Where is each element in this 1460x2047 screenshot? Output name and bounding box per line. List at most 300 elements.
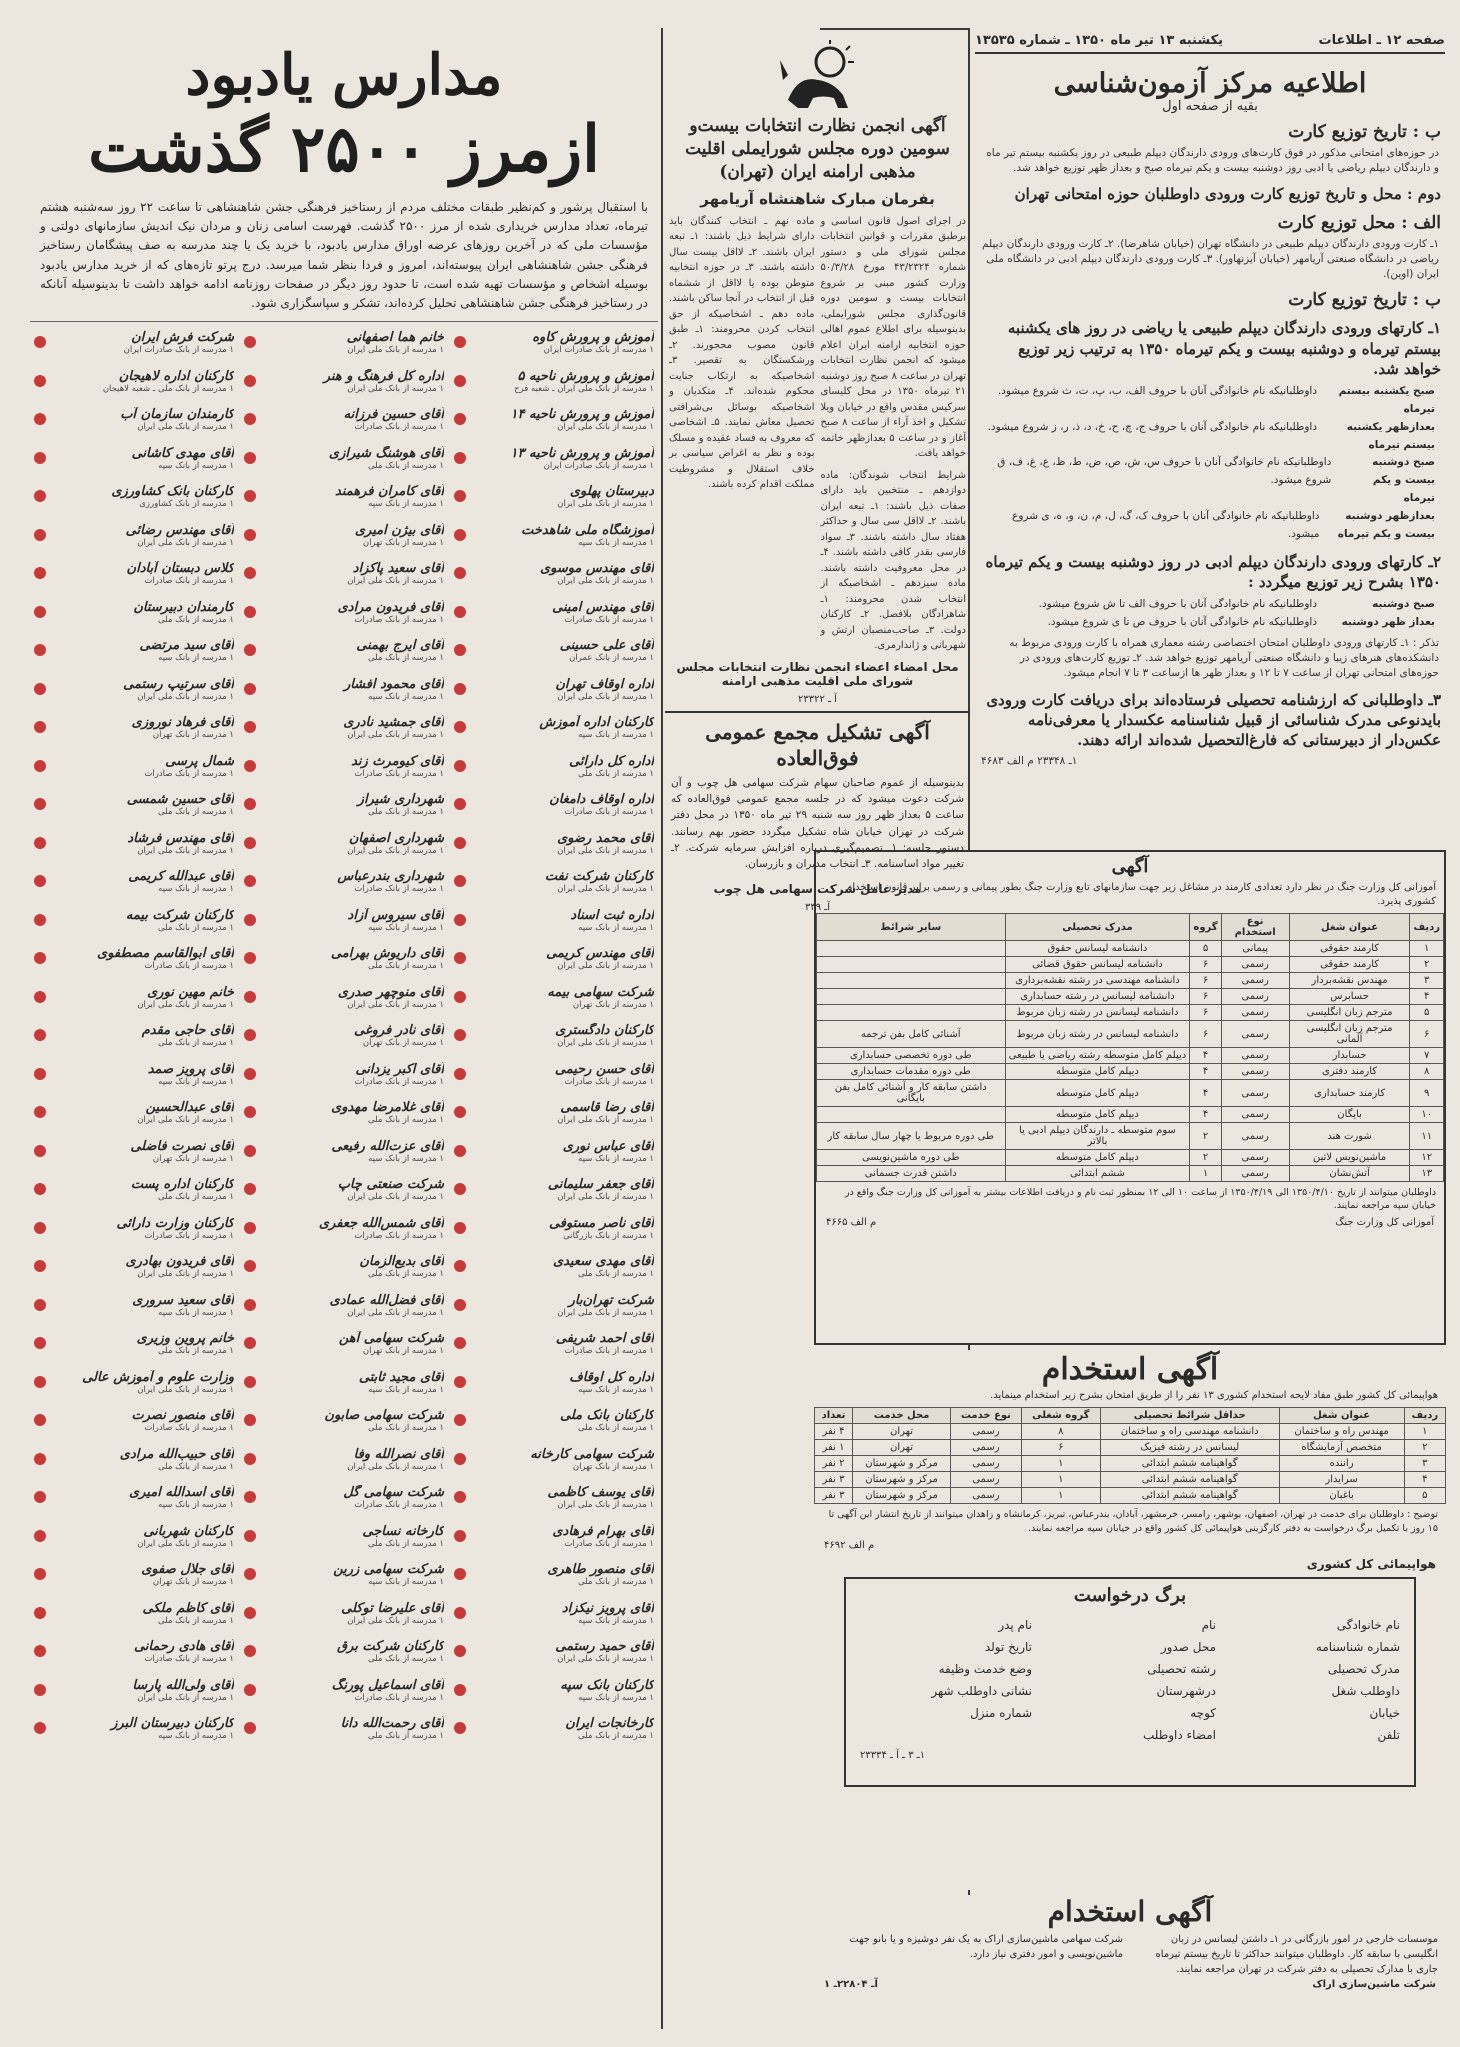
donor-name: آقای مهدی سعیدی bbox=[552, 1254, 654, 1270]
donor-name: کارکنان بانک ملی bbox=[559, 1408, 654, 1424]
decree-heading: بفرمان مبارک شاهنشاه آریامهر bbox=[700, 189, 935, 208]
donor-note: ۱ مدرسه از بانک ملی bbox=[577, 1269, 654, 1280]
table-row: ۲ متخصص آزمایشگاه لیسانس در رشته فیزیک ۶ رسمی تهران ۱ نفر bbox=[815, 1440, 1446, 1456]
bullet-dot-icon bbox=[34, 1183, 46, 1195]
list-item bbox=[454, 715, 654, 754]
bullet-dot-icon bbox=[244, 1260, 256, 1272]
schedule-list bbox=[985, 596, 1435, 632]
reference-number: ۱ـ ۲۳۳۴۸ م الف ۴۶۸۳ bbox=[981, 755, 1078, 768]
list-item bbox=[34, 677, 234, 716]
donor-name: آقای مهندس امینی bbox=[552, 599, 654, 615]
table-row: ۴ سرایدار گواهینامه ششم ابتدائی ۱ رسمی مرکز و شهرستان ۳ نفر bbox=[815, 1472, 1446, 1488]
bullet-dot-icon bbox=[244, 1607, 256, 1619]
list-item bbox=[454, 831, 654, 870]
list-item bbox=[244, 754, 444, 793]
donor-note: ۱ مدرسه از بانک ملی bbox=[367, 1538, 444, 1549]
donor-name: آقای بهرام فرهادی bbox=[552, 1523, 654, 1539]
list-item bbox=[34, 1485, 234, 1524]
text-column: ماده نهم ـ انتخاب کنندگان باید دارای شرایط ذیل باشند: ۱ـ تبعه ایران باشند. ۲ـ لااقل بیست سال داشته باشند. ۳ـ در حوزه انتخابیه متوطن بوده یا لااقل از ششماه قبل از انتخاب در آنجا ساکن باشند. ماده دهم ـ اشخاصیکه از حق انتخاب کردن محرومند: ۱ـ طبق قانون مصوب محجورند. ۲ـ ورشکستگان به تقصیر. ۳ـ اشخاصیکه به ارتکاب جنایت محکوم شده‌اند. ۴ـ متکدیان و اشخاصیکه بوسائل بی‌شرافتی تحصیل معاش نمایند. ۵ـ اشخاصی که معروف به فساد عقیده و مسلک بوده و نظر به اغراض سیاسی بر خلاف استقلال و مشروطیت مملکت اقدام کرده باشند. bbox=[669, 215, 815, 491]
donor-note: ۱ مدرسه از بانک ملی ایران bbox=[557, 576, 654, 587]
list-item bbox=[454, 1254, 654, 1293]
donor-note: ۱ مدرسه از بانک ملی ایران bbox=[137, 1384, 234, 1395]
list-item bbox=[244, 908, 444, 947]
donor-note: ۱ مدرسه از بانک صادرات ایران bbox=[543, 460, 654, 471]
donor-name: اداره ثبت اسناد bbox=[570, 907, 654, 923]
bullet-dot-icon bbox=[454, 1645, 466, 1657]
bullet-dot-icon bbox=[454, 991, 466, 1003]
donor-note: ۱ مدرسه از بانک کشاورزی bbox=[139, 499, 234, 510]
donor-note: ۱ مدرسه از بانک صادرات bbox=[354, 422, 444, 433]
donor-note: ۱ مدرسه از بانک صادرات bbox=[144, 1654, 234, 1665]
donor-name: آقای عبدالله کریمی bbox=[128, 869, 234, 885]
table-header-row: ردیف عنوان شغل نوع استخدام گروه مدرک تحصیلی سایر شرائط bbox=[817, 914, 1444, 941]
donor-note: ۱ مدرسه از بانک ملی ایران bbox=[557, 845, 654, 856]
list-item bbox=[454, 1177, 654, 1216]
list-item bbox=[244, 1177, 444, 1216]
exam-center-announcement bbox=[975, 58, 1445, 838]
bullet-dot-icon bbox=[244, 760, 256, 772]
donor-note: ۱ مدرسه از بانک ملی ایران bbox=[557, 884, 654, 895]
donor-name: آقای غلامرضا مهدوی bbox=[331, 1100, 444, 1116]
announcement-title: اطلاعیه مرکز آزمون‌شناسی bbox=[1053, 68, 1367, 99]
list-item bbox=[454, 330, 654, 369]
list-item bbox=[34, 869, 234, 908]
list-item bbox=[244, 1100, 444, 1139]
bullet-dot-icon bbox=[34, 721, 46, 733]
donor-name: شهرداری بندرعباس bbox=[337, 869, 444, 885]
donor-note: ۱ مدرسه از بانک ملی ایران bbox=[347, 1615, 444, 1626]
donor-note: ۱ مدرسه از بانک ملی bbox=[367, 1423, 444, 1434]
headline: ازمرز ۲۵۰۰ گذشت bbox=[88, 112, 600, 187]
table-row: ۵ باغبان گواهینامه ششم ابتدائی ۱ رسمی مرکز و شهرستان ۳ نفر bbox=[815, 1488, 1446, 1504]
donor-name: آقای احمد شریفی bbox=[555, 1331, 654, 1347]
bullet-dot-icon bbox=[34, 529, 46, 541]
donor-note: ۱ مدرسه از بانک صادرات bbox=[354, 614, 444, 625]
bullet-dot-icon bbox=[454, 490, 466, 502]
donor-note: ۱ مدرسه از بانک ملی bbox=[577, 1577, 654, 1588]
section-heading: ۳ـ داوطلبانی که ارزشنامه تحصیلی فرستاده‌اند برای دریافت کارت ورودی بایدنوعی مدرک شناسائی از قبیل شناسنامه عکسدار یا معرفی‌نامه عکس‌دار از دبیرستانی که فارغ‌التحصیل شده‌اند ارائه دهند. bbox=[986, 690, 1441, 750]
list-item bbox=[454, 1331, 654, 1370]
donor-note: ۱ مدرسه از بانک ملی ایران bbox=[347, 999, 444, 1010]
ad-intro: آموزانی کل وزارت جنگ در نظر دارد تعدادی کارمند در مشاغل زیر جهت سازمانهای تابع وزارت جنگ بطور پیمانی و رسمی برابر قانون استخدام کشوری پذیرد. bbox=[846, 882, 1436, 907]
list-item bbox=[34, 523, 234, 562]
bullet-dot-icon bbox=[454, 1684, 466, 1696]
donor-name: آقای کیومرث زند bbox=[351, 753, 444, 769]
donor-note: ۱ مدرسه از بانک صادرات bbox=[564, 614, 654, 625]
donor-name: آموزش و پرورش ناحیه ۱۴ bbox=[510, 407, 654, 423]
ad-text: شرکت سهامی ماشین‌سازی اراک به یک نفر دوشیزه و یا بانو جهت ماشین‌نویسی و امور دفتری نیاز دارد. bbox=[849, 1934, 1123, 1960]
donor-note: ۱ مدرسه از بانک سپه bbox=[578, 1153, 654, 1164]
donor-note: ۱ مدرسه از بانک تهران bbox=[152, 1153, 234, 1164]
donor-name: آموزش و پرورش ناحیه ۱۳ bbox=[510, 445, 654, 461]
list-item bbox=[244, 369, 444, 408]
list-item bbox=[454, 946, 654, 985]
bullet-dot-icon bbox=[34, 644, 46, 656]
donor-name: کارکنان شهربانی bbox=[143, 1523, 234, 1539]
list-item bbox=[454, 792, 654, 831]
donor-name: کارکنان اداره لاهیجان bbox=[118, 368, 234, 384]
form-field-label: نام bbox=[1201, 1617, 1216, 1632]
donor-name: آقای هادی رحمانی bbox=[133, 1639, 234, 1655]
donor-name: آقای مهدی کاشانی bbox=[131, 445, 234, 461]
donor-name: آموزش و پرورش ناحیه ۵ bbox=[517, 368, 654, 384]
donor-note: ۱ مدرسه از بانک سپه bbox=[158, 653, 234, 664]
bullet-dot-icon bbox=[34, 1684, 46, 1696]
list-item bbox=[34, 946, 234, 985]
list-item bbox=[244, 1293, 444, 1332]
donor-name: آقای بدیع‌الزمان bbox=[359, 1254, 444, 1270]
donor-note: ۱ مدرسه از بانک ملی ایران bbox=[557, 691, 654, 702]
donor-note: ۱ مدرسه از بانک ملی bbox=[367, 1115, 444, 1126]
bullet-dot-icon bbox=[244, 1068, 256, 1080]
table-row: ۳ مهندس نقشه‌بردار رسمی ۶ دانشنامه مهندسی در رشته نقشه‌برداری bbox=[817, 973, 1444, 989]
list-item bbox=[244, 1216, 444, 1255]
bullet-dot-icon bbox=[34, 1106, 46, 1118]
top-rule bbox=[820, 28, 970, 30]
list-item bbox=[34, 1062, 234, 1101]
donor-name: کارکنان وزارت دارائی bbox=[116, 1215, 234, 1231]
form-field-label: تاریخ تولد bbox=[984, 1639, 1032, 1654]
bullet-dot-icon bbox=[244, 914, 256, 926]
bullet-dot-icon bbox=[454, 1453, 466, 1465]
list-item bbox=[244, 484, 444, 523]
form-field-label: نشانی داوطلب شهر bbox=[931, 1683, 1032, 1698]
bullet-dot-icon bbox=[244, 1722, 256, 1734]
list-item bbox=[34, 1370, 234, 1409]
list-item bbox=[244, 330, 444, 369]
election-announcement bbox=[665, 40, 970, 2030]
list-item bbox=[34, 1447, 234, 1486]
donor-name: آقای ایرج بهمنی bbox=[356, 638, 444, 654]
donor-name: آقای حبیب‌الله مرادی bbox=[119, 1446, 234, 1462]
donor-name: آقای عبدالحسین bbox=[145, 1100, 234, 1116]
form-field-label: شماره شناسنامه bbox=[1315, 1639, 1400, 1654]
donor-note: ۱ مدرسه از بانک صادرات bbox=[564, 1538, 654, 1549]
bullet-dot-icon bbox=[454, 606, 466, 618]
donor-name: آقای شمس‌الله جعفری bbox=[318, 1215, 444, 1231]
list-item bbox=[454, 1216, 654, 1255]
column-rule bbox=[661, 28, 663, 2029]
bullet-dot-icon bbox=[244, 490, 256, 502]
donor-note: ۱ مدرسه از بانک ملی ایران bbox=[557, 422, 654, 433]
list-item bbox=[34, 754, 234, 793]
donor-name: آقای کامران فرهمند bbox=[335, 484, 444, 500]
bullet-dot-icon bbox=[244, 1029, 256, 1041]
donor-note: ۱ مدرسه از بانک ملی ایران bbox=[557, 1500, 654, 1511]
donor-note: ۱ مدرسه از بانک تهران bbox=[152, 1577, 234, 1588]
bullet-dot-icon bbox=[34, 875, 46, 887]
bullet-dot-icon bbox=[244, 798, 256, 810]
bullet-dot-icon bbox=[34, 914, 46, 926]
donor-note: ۱ مدرسه از بانک ملی bbox=[367, 961, 444, 972]
page-number: صفحه ۱۲ ـ اطلاعات bbox=[1318, 32, 1445, 48]
donor-name: آقای مجید ثابتی bbox=[358, 1369, 444, 1385]
donor-name: آقای سیروس آزاد bbox=[347, 907, 444, 923]
divider bbox=[665, 711, 970, 713]
bullet-dot-icon bbox=[34, 375, 46, 387]
list-item bbox=[34, 1716, 234, 1755]
donor-name: آقای یوسف کاظمی bbox=[547, 1485, 654, 1501]
donor-name: کارکنان شرکت نفت bbox=[544, 869, 654, 885]
donor-name: آقای ابوالقاسم مصطفوی bbox=[97, 946, 234, 962]
bullet-dot-icon bbox=[454, 952, 466, 964]
donor-note: ۱ مدرسه از بانک سپه bbox=[368, 1577, 444, 1588]
donor-note: ۱ مدرسه از بانک ملی ایران bbox=[557, 1654, 654, 1665]
form-field-label: وضع خدمت وظیفه bbox=[938, 1661, 1032, 1676]
list-item bbox=[34, 1562, 234, 1601]
section-heading: ب : تاریخ توزیع کارت bbox=[1288, 290, 1441, 311]
bullet-dot-icon bbox=[454, 529, 466, 541]
ad-text: موسسات خارجی در امور بازرگانی در ۱ـ داشتن لیسانس در زبان انگلیسی با سابقه کار. داوطلبان میتوانند حداکثر تا تاریخ بیستم تیرماه جاری با مدارک تحصیلی به دفتر شرکت در تهران مراجعه نمایند. bbox=[1155, 1934, 1438, 1975]
list-item bbox=[454, 1023, 654, 1062]
list-item bbox=[34, 1678, 234, 1717]
donor-note: ۱ مدرسه از بانک صادرات bbox=[144, 1423, 234, 1434]
donor-name: آقای جمشید نادری bbox=[343, 715, 444, 731]
donor-note: ۱ مدرسه از بانک سپه bbox=[158, 460, 234, 471]
bullet-dot-icon bbox=[34, 567, 46, 579]
donor-list bbox=[30, 322, 658, 1763]
donor-note: ۱ مدرسه از بانک صادرات bbox=[144, 576, 234, 587]
list-item bbox=[34, 561, 234, 600]
donor-note: ۱ مدرسه از بانک ملی ایران bbox=[557, 1115, 654, 1126]
donor-note: ۱ مدرسه از بانک ملی ایران bbox=[557, 961, 654, 972]
bullet-dot-icon bbox=[34, 1145, 46, 1157]
ad-title: آگهی استخدام bbox=[1041, 1352, 1219, 1387]
reference-number: آـ ۳۳۹ bbox=[804, 902, 830, 914]
issue-date: یکشنبه ۱۳ تیر ماه ۱۳۵۰ ـ شماره ۱۳۵۳۵ bbox=[975, 32, 1224, 48]
list-item bbox=[34, 1293, 234, 1332]
reference-number: م الف ۴۶۹۲ bbox=[824, 1539, 875, 1551]
bullet-dot-icon bbox=[244, 837, 256, 849]
bullet-dot-icon bbox=[454, 1568, 466, 1580]
list-item bbox=[34, 1216, 234, 1255]
bullet-dot-icon bbox=[244, 1645, 256, 1657]
bullet-dot-icon bbox=[454, 914, 466, 926]
form-field-label: خیابان bbox=[1369, 1705, 1400, 1720]
donor-note: ۱ مدرسه از بانک سپه bbox=[368, 922, 444, 933]
bullet-dot-icon bbox=[454, 1376, 466, 1388]
list-item bbox=[454, 1370, 654, 1409]
donor-note: ۱ مدرسه از بانک صادرات bbox=[564, 807, 654, 818]
donor-name: آقای فرهاد نوروزی bbox=[131, 715, 234, 731]
donor-note: ۱ مدرسه از بانک ملی ایران bbox=[557, 1192, 654, 1203]
list-item bbox=[34, 1139, 234, 1178]
donor-note: ۱ مدرسه از بانک ملی bbox=[157, 1461, 234, 1472]
bullet-dot-icon bbox=[34, 837, 46, 849]
bullet-dot-icon bbox=[454, 1183, 466, 1195]
table-row: ۴ حسابرس رسمی ۶ دانشنامه لیسانس در رشته حسابداری bbox=[817, 989, 1444, 1005]
donor-name: کارکنان بانک سپه bbox=[560, 1677, 654, 1693]
donor-note: ۱ مدرسه از بانک سپه bbox=[158, 884, 234, 895]
reference-number: آـ ۲۲۸۰۴ـ ۱ bbox=[824, 1979, 878, 1990]
bullet-dot-icon bbox=[454, 1530, 466, 1542]
ad-title: آگهی استخدام bbox=[1047, 1895, 1213, 1928]
section-heading: ب : تاریخ توزیع کارت bbox=[1288, 122, 1441, 142]
donor-name: آقای ناصر مستوفی bbox=[548, 1215, 654, 1231]
list-item bbox=[244, 1023, 444, 1062]
table-row: ۷ حسابدار رسمی ۴ دیپلم کامل متوسطه رشته ریاضی یا طبیعی طی دوره تخصصی حسابداری bbox=[817, 1048, 1444, 1064]
donor-name: آقای نصرالله وفا bbox=[353, 1446, 444, 1462]
donor-note: ۱ مدرسه از بانک سپه bbox=[368, 691, 444, 702]
donor-name: آقای منصور نصرت bbox=[131, 1408, 234, 1424]
bullet-dot-icon bbox=[244, 1299, 256, 1311]
bullet-dot-icon bbox=[454, 452, 466, 464]
donor-note: ۱ مدرسه از بانک ملی bbox=[367, 460, 444, 471]
bullet-dot-icon bbox=[34, 1453, 46, 1465]
list-item bbox=[244, 1447, 444, 1486]
table-row: ۲ کارمند حقوقی رسمی ۶ دانشنامه لیسانس حقوق قضائی bbox=[817, 957, 1444, 973]
donor-name: اداره اوقاف تهران bbox=[555, 676, 654, 692]
table-row: ۱ کارمند حقوقی پیمانی ۵ دانشنامه لیسانس حقوق bbox=[817, 941, 1444, 957]
list-item bbox=[454, 1293, 654, 1332]
donor-note: ۱ مدرسه از بانک ملی bbox=[157, 1038, 234, 1049]
bullet-dot-icon bbox=[34, 1722, 46, 1734]
donor-note: ۱ مدرسه از بانک تهران bbox=[572, 999, 654, 1010]
text-column: در اجرای اصول قانون اساسی و برطبق مقررات و قوانین انتخابات مجلس شورای ملی و دستور شماره ۴۳/۲۳۲۴ مورخ ۵۰/۳/۲۸ وزارت کشور مبنی بر شروع انتخابات بیست و سومین دوره قانون‌گذاری مجلس شورایملی، بدینوسیله برای اطلاع عموم اهالی حوزه انتخابیه ارامنه ایران اعلام میشود که انجمن نظارت انتخابات تهران در ساعت ۸ صبح روز دوشنبه ۲۱ تیرماه ۱۳۵۰ در محل کلیسای سرکیس مقدس واقع در خیابان ویلا تشکیل و اخذ آراء از ساعت ۸ صبح آغاز و در ساعت ۵ بعدازظهر خاتمه خواهد یافت. شرایط انتخاب شوندگان: ماده دوازدهم ـ منتخبین باید دارای صفات ذیل باشند: ۱ـ تبعه ایران باشند. ۲ـ لااقل سی سال و حداکثر هفتاد سال داشته باشند. ۳ـ سواد فارسی بقدر کافی داشته باشند. ۴ـ در محل معروفیت داشته باشند. ماده سیزدهم ـ اشخاصیکه از انتخاب شدن محرومند: ۱ـ شاهزادگان بلافصل. ۲ـ کارکنان دولت. ۳ـ صاحب‌منصبان ارتش و شهربانی و ژاندارمری. bbox=[820, 215, 967, 652]
donor-note: ۱ مدرسه از بانک صادرات bbox=[144, 1230, 234, 1241]
donor-note: ۱ مدرسه از بانک سپه bbox=[158, 1307, 234, 1318]
donor-name: آقای حمید رستمی bbox=[555, 1639, 654, 1655]
donor-note: ۱ مدرسه از بانک صادرات bbox=[354, 1076, 444, 1087]
donor-note: ۱ مدرسه از بانک ملی ایران bbox=[347, 576, 444, 587]
donor-note: ۱ مدرسه از بانک بازرگانی bbox=[563, 1230, 654, 1241]
donor-name: شرکت سهامی بیمه bbox=[547, 984, 654, 1000]
section-heading: دوم : محل و تاریخ توزیع کارت ورودی داوطلبان حوزه امتحانی تهران bbox=[1014, 185, 1441, 204]
ad-footer: داوطلبان میتوانند از تاریخ ۱۳۵۰/۴/۱۰ الی ۱۳۵۰/۴/۱۹ از ساعت ۱۰ الی ۱۲ بمنظور ثبت نام و دریافت اطلاعات بیشتر به آموزانی کل وزارت جنگ واقع در خیابان سپه مراجعه نمایند. bbox=[844, 1187, 1436, 1212]
list-item bbox=[34, 1408, 234, 1447]
form-field-label: تلفن bbox=[1377, 1727, 1400, 1742]
donor-name: آقای عباس نوری bbox=[562, 1138, 654, 1154]
schedule-row: صبح دوشنبه داوطلبانیکه نام خانوادگی آنان با حروف الف تا ش شروع میشود. bbox=[1038, 598, 1435, 611]
list-item bbox=[454, 754, 654, 793]
donor-note: ۱ مدرسه از بانک ملی ایران bbox=[137, 1269, 234, 1280]
donor-note: ۱ مدرسه از بانک ملی bbox=[577, 1731, 654, 1742]
donor-name: آقای پرویز نیکزاد bbox=[561, 1600, 654, 1616]
list-item bbox=[34, 600, 234, 639]
donor-note: ۱ مدرسه از بانک سپه bbox=[368, 1384, 444, 1395]
donor-name: آقای محمود افشار bbox=[343, 676, 444, 692]
donor-note: ۱ مدرسه از بانک ملی ایران bbox=[347, 383, 444, 394]
list-item bbox=[244, 677, 444, 716]
bullet-dot-icon bbox=[244, 952, 256, 964]
bullet-dot-icon bbox=[34, 1530, 46, 1542]
table-row: ۱۱ شورت هند رسمی ۲ سوم متوسطه ـ دارندگان دیپلم ادبی یا بالاتر طی دوره مربوط یا چهار سال سابقه کار bbox=[817, 1123, 1444, 1150]
donor-name: شرکت فرش ایران bbox=[131, 330, 234, 346]
bullet-dot-icon bbox=[34, 1607, 46, 1619]
list-item bbox=[454, 1678, 654, 1717]
lion-and-sun-emblem-icon bbox=[768, 40, 868, 115]
donor-note: ۱ مدرسه از بانک ملی ایران bbox=[557, 1307, 654, 1318]
donor-name: آقای مهندس موسوی bbox=[539, 561, 654, 577]
list-item bbox=[244, 1139, 444, 1178]
bullet-dot-icon bbox=[34, 606, 46, 618]
list-item bbox=[244, 1331, 444, 1370]
donor-note: ۱ مدرسه از بانک صادرات bbox=[144, 768, 234, 779]
donor-note: ۱ مدرسه از بانک تهران bbox=[362, 1346, 444, 1357]
donor-note: ۱ مدرسه از بانک ملی bbox=[157, 1615, 234, 1626]
list-item bbox=[244, 561, 444, 600]
schedule-row: بعدازظهر دوشنبه بیست و یکم تیرماه داوطلبانیکه نام خانوادگی آنان با حروف ک، گ، ل، م، ن، و، ه، ی شروع میشود. bbox=[1012, 510, 1435, 540]
donor-name: کارکنان بانک کشاورزی bbox=[111, 484, 234, 500]
bullet-dot-icon bbox=[244, 1145, 256, 1157]
donor-note: ۱ مدرسه از بانک ملی bbox=[157, 1192, 234, 1203]
donor-note: ۱ مدرسه از بانک صادرات bbox=[354, 1230, 444, 1241]
bullet-dot-icon bbox=[34, 1029, 46, 1041]
donor-note: ۱ مدرسه از بانک صادرات ایران bbox=[543, 345, 654, 356]
bullet-dot-icon bbox=[244, 683, 256, 695]
donor-name: خانم مهین نوری bbox=[147, 984, 234, 1000]
donor-name: شرکت سهامی گل bbox=[343, 1485, 444, 1501]
donor-name: شهرداری اصفهان bbox=[348, 830, 444, 846]
bullet-dot-icon bbox=[454, 1068, 466, 1080]
list-item bbox=[454, 985, 654, 1024]
section-heading: الف : محل توزیع کارت bbox=[1277, 212, 1441, 233]
list-item bbox=[34, 985, 234, 1024]
table-row: ۹ کارمند حسابداری رسمی ۴ دیپلم کامل متوسطه داشتن سابقه کار و آشنائی کامل بفن بایگانی bbox=[817, 1080, 1444, 1107]
donor-note: ۱ مدرسه از بانک ملی ایران bbox=[557, 499, 654, 510]
donor-note: ۱ مدرسه از بانک صادرات ایران bbox=[123, 345, 234, 356]
donor-name: آقای فریدون بهادری bbox=[125, 1254, 234, 1270]
donor-name: آقای فضل‌الله عمادی bbox=[329, 1292, 444, 1308]
donor-name: شرکت سهامی کارخانه bbox=[530, 1446, 654, 1462]
bullet-dot-icon bbox=[454, 1722, 466, 1734]
list-item bbox=[244, 946, 444, 985]
announcement-subtitle: بقیه از صفحه اول bbox=[1162, 99, 1258, 114]
donor-name: آقای ولی‌الله پارسا bbox=[132, 1677, 234, 1693]
donor-note: ۱ مدرسه از بانک صادرات bbox=[564, 1346, 654, 1357]
bullet-dot-icon bbox=[454, 375, 466, 387]
donor-note: ۱ مدرسه از بانک ملی ایران bbox=[347, 730, 444, 741]
list-item bbox=[34, 1331, 234, 1370]
donor-name: دبیرستان پهلوی bbox=[569, 484, 654, 500]
bullet-dot-icon bbox=[454, 837, 466, 849]
list-item bbox=[454, 1408, 654, 1447]
bullet-dot-icon bbox=[454, 1491, 466, 1503]
bullet-dot-icon bbox=[454, 1145, 466, 1157]
bullet-dot-icon bbox=[244, 1222, 256, 1234]
donor-name: کارکنان دادگستری bbox=[555, 1023, 654, 1039]
bullet-dot-icon bbox=[454, 875, 466, 887]
donor-name: خانم هما اصفهانی bbox=[346, 330, 444, 346]
donor-name: آقای اکبر یزدانی bbox=[355, 1061, 444, 1077]
donor-name: شمال پرسی bbox=[165, 753, 234, 769]
bullet-dot-icon bbox=[244, 644, 256, 656]
bullet-dot-icon bbox=[34, 952, 46, 964]
form-org: هواپیمائی کل کشوری bbox=[1306, 1556, 1436, 1571]
bullet-dot-icon bbox=[244, 1376, 256, 1388]
bullet-dot-icon bbox=[244, 336, 256, 348]
donor-name: کارمندان سازمان آب bbox=[120, 407, 234, 423]
donor-name: شهرداری شیراز bbox=[357, 792, 444, 808]
bullet-dot-icon bbox=[34, 683, 46, 695]
donor-note: ۱ مدرسه از بانک ملی ایران bbox=[347, 1192, 444, 1203]
donor-name: آقای پرویز صمد bbox=[147, 1061, 234, 1077]
list-item bbox=[244, 1254, 444, 1293]
donor-note: ۱ مدرسه از بانک ملی bbox=[577, 768, 654, 779]
donor-name: آقای مهندس فرشاد bbox=[127, 830, 234, 846]
ad-intro: هواپیمائی کل کشور طبق مفاد لایحه استخدام کشوری ۱۳ نفر را از طریق امتحان بشرح زیر استخدام مینماید. bbox=[990, 1390, 1438, 1401]
list-item bbox=[454, 908, 654, 947]
bullet-dot-icon bbox=[244, 529, 256, 541]
bullet-dot-icon bbox=[34, 336, 46, 348]
donor-name: آقای اسماعیل پورنگ bbox=[331, 1677, 444, 1693]
donor-note: ۱ مدرسه از بانک ملی bbox=[157, 807, 234, 818]
bullet-dot-icon bbox=[34, 490, 46, 502]
donor-note: ۱ مدرسه از بانک ملی ایران bbox=[347, 1307, 444, 1318]
schedule-row: صبح دوشنبه بیست و یکم تیرماه داوطلبانیکه نام خانوادگی آنان با حروف س، ش، ص، ض، ط، ظ، ع، غ، ف، ق شروع میشود. bbox=[997, 456, 1435, 505]
donor-column bbox=[454, 330, 654, 1755]
donor-note: ۱ مدرسه از بانک سپه bbox=[158, 1076, 234, 1087]
